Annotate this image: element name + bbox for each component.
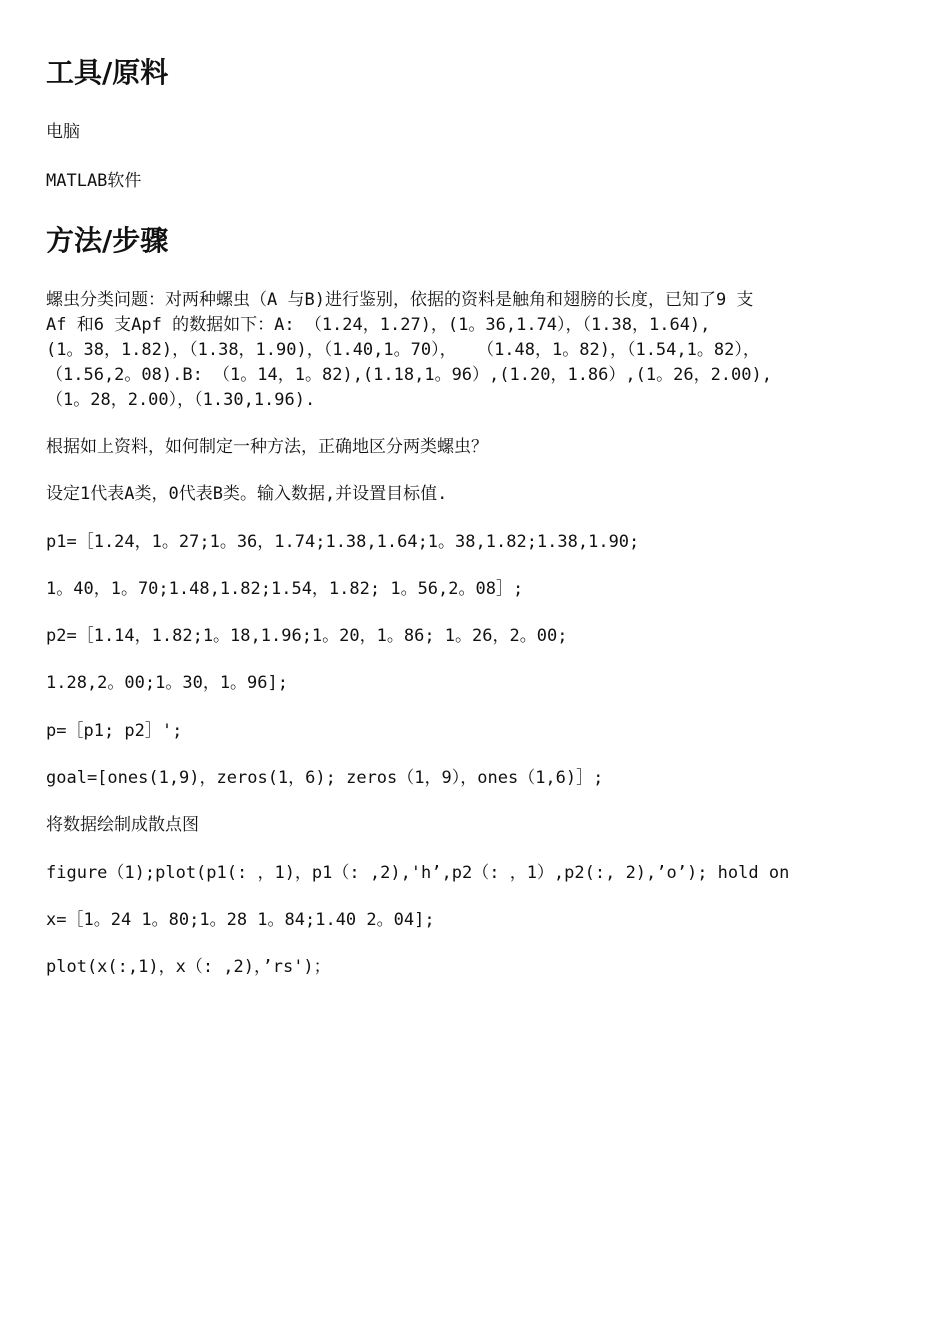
code-line: p2=［1.14，1.82;1。18,1.96;1。20，1。86; 1。26，2。00; xyxy=(46,626,568,646)
code-line: plot(x(:,1)，x（: ,2)，’rs')； xyxy=(46,957,331,977)
setup-text: 设定1代表A类，0代表B类。输入数据,并设置目标值. xyxy=(46,484,448,504)
intro-line: （1.56,2。08).B: （1。14，1。82),(1.18,1。96）,(1.20，1.86）,(1。26，2.00), xyxy=(46,365,772,385)
intro-paragraph xyxy=(46,288,916,413)
code-line: figure（1);plot(p1(: ，1)，p1（: ,2),'h’,p2（: ，1）,p2(:, 2),’o’); hold on xyxy=(46,863,790,883)
intro-line: Af 和6 支Apf 的数据如下：A: （1.24，1.27)，(1。36,1.74），（1.38，1.64), xyxy=(46,315,711,335)
tool-item-computer: 电脑 xyxy=(46,122,80,142)
plot-caption: 将数据绘制成散点图 xyxy=(46,815,199,835)
intro-line: （1。28，2.00），（1.30,1.96). xyxy=(46,390,316,410)
intro-line: 螺虫分类问题：对两种螺虫（A 与B)进行鉴别，依据的资料是触角和翅膀的长度，已知了9 支 xyxy=(46,290,754,310)
tools-heading: 工具/原料 xyxy=(46,56,169,89)
code-line: x=［1。24 1。80;1。28 1。84;1.40 2。04]; xyxy=(46,910,435,930)
code-line: p1=［1.24，1。27;1。36，1.74;1.38,1.64;1。38,1.82;1.38,1.90; xyxy=(46,532,640,552)
code-line: p=［p1; p2］'; xyxy=(46,721,183,741)
tool-item-matlab: MATLAB软件 xyxy=(46,171,142,191)
code-line: 1.28,2。00;1。30，1。96]; xyxy=(46,673,288,693)
code-line: 1。40，1。70;1.48,1.82;1.54，1.82; 1。56,2。08］; xyxy=(46,579,524,599)
intro-line: (1。38，1.82)，（1.38，1.90)，（1.40,1。70）， （1.48，1。82)，（1.54,1。82）， xyxy=(46,340,760,360)
method-heading: 方法/步骤 xyxy=(46,224,169,257)
question-text: 根据如上资料，如何制定一种方法，正确地区分两类螺虫？ xyxy=(46,437,488,457)
code-line: goal=[ones(1,9)，zeros(1，6); zeros（1，9），ones（1,6)］; xyxy=(46,768,604,788)
